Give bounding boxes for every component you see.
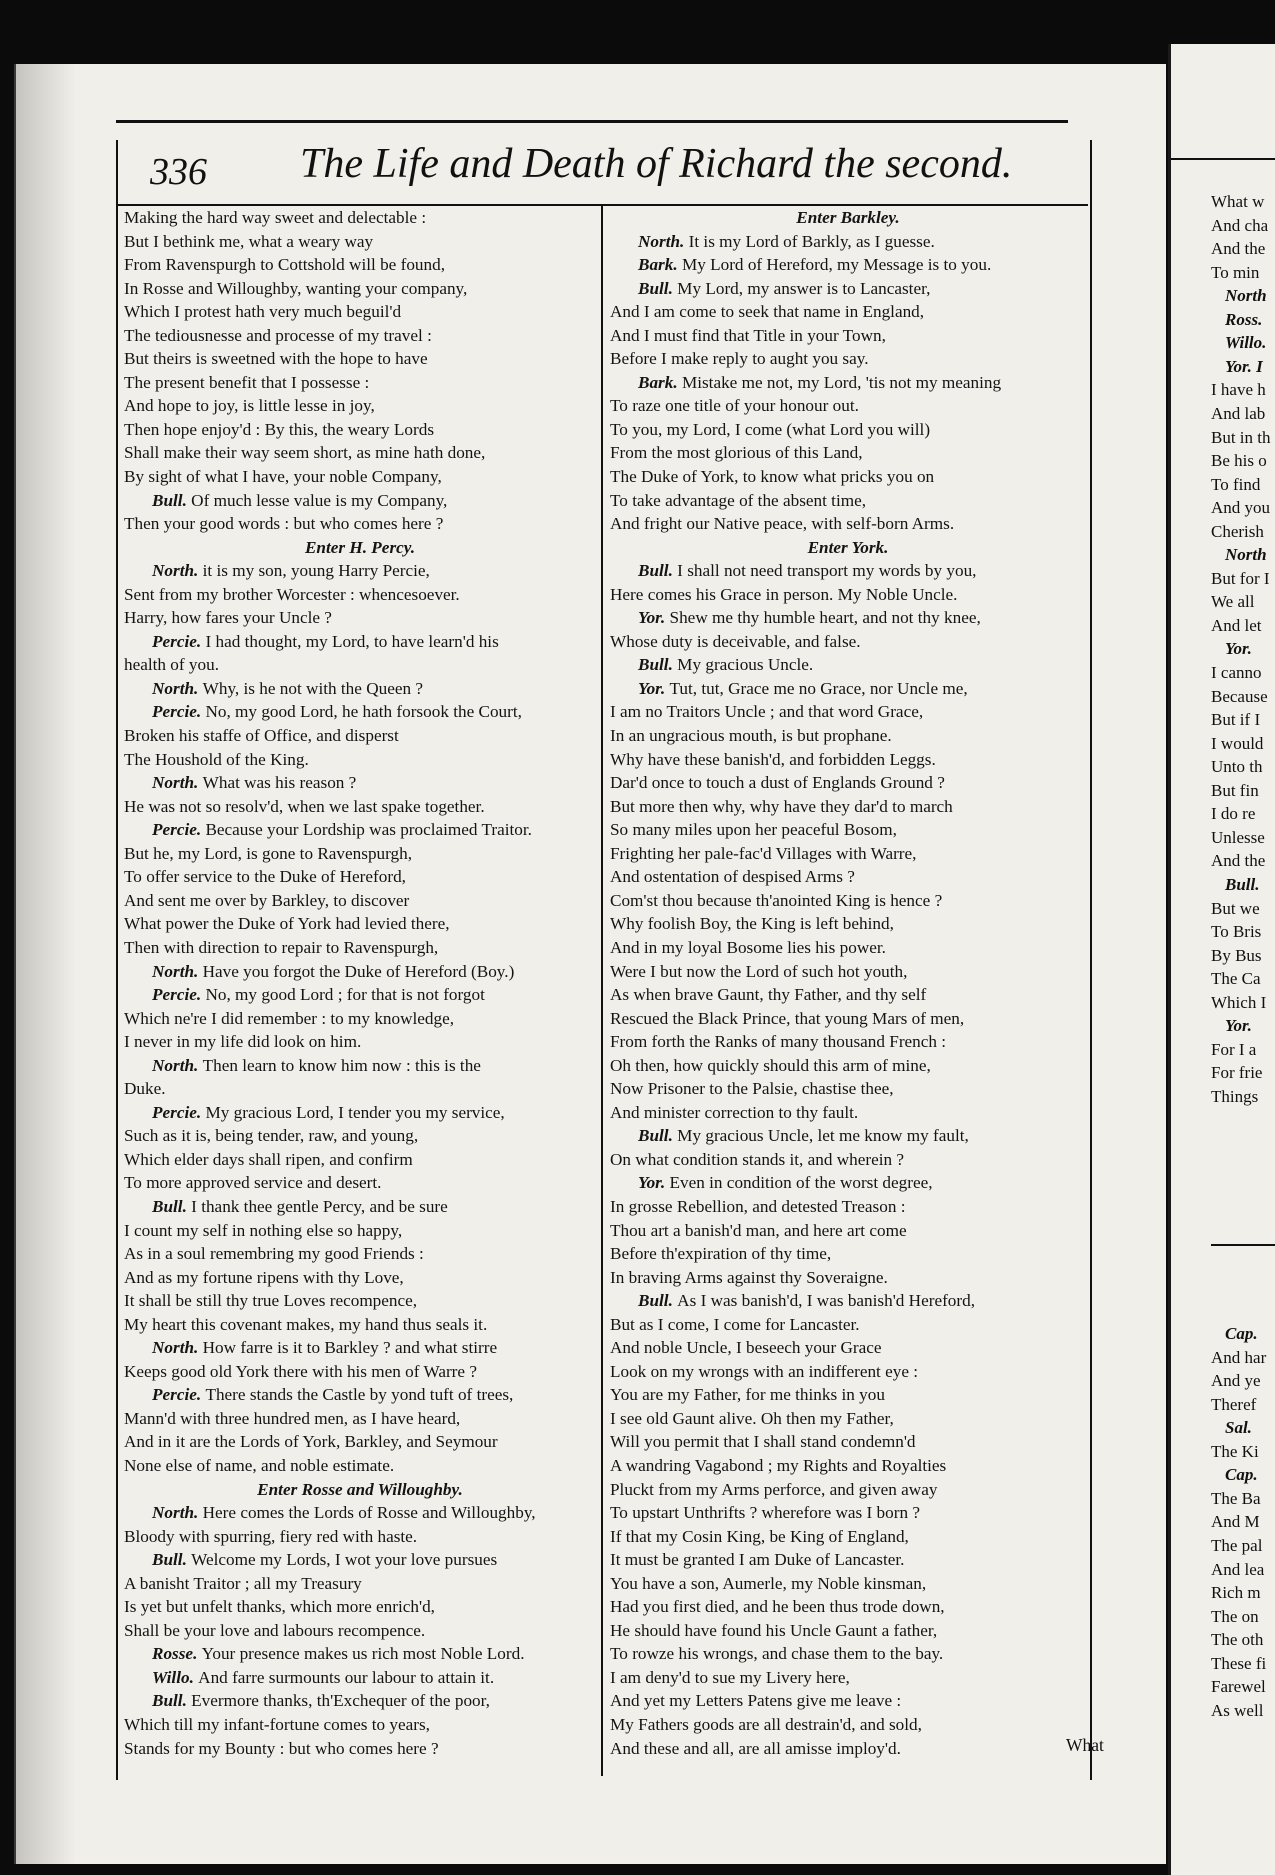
verse-text: No, my good Lord ; for that is not forgot [205,985,485,1005]
verse-line: And these and all, are all amisse imploy'd. [610,1738,901,1758]
next-page-fragment: But fin [1211,780,1259,800]
page-gutter-shadow [16,64,76,1864]
verse-line: Why foolish Boy, the King is left behind, [610,914,894,934]
verse-line: To you, my Lord, I come (what Lord you will) [610,419,931,439]
verse-line: The present benefit that I possesse : [124,372,370,392]
verse-line: Mann'd with three hundred men, as I have heard, [124,1408,461,1428]
speech-line [124,489,596,513]
next-page-fragment: And let [1211,615,1262,635]
speech-line [610,653,1086,677]
verse-line: Stands for my Bounty : but who comes here ? [124,1738,439,1758]
speech-line [124,700,596,724]
verse-line: What power the Duke of York had levied there, [124,914,450,934]
next-page-scene-rule [1211,1244,1275,1246]
speech-line [124,559,596,583]
left-column [124,206,596,1760]
verse-line: Frighting her pale-fac'd Villages with Warre, [610,843,917,863]
stage-direction: Enter Rosse and Willoughby. [257,1479,463,1499]
verse-line: Is yet but unfelt thanks, which more enrich'd, [124,1597,435,1617]
speaker-name: North. [152,773,203,793]
verse-line: I am deny'd to sue my Livery here, [610,1667,850,1687]
next-page-fragment: And har [1211,1347,1267,1367]
verse-text: And farre surmounts our labour to attain it. [198,1667,495,1687]
verse-line: Pluckt from my Arms perforce, and given away [610,1479,938,1499]
next-page-fragment: Ross. [1225,309,1263,329]
speaker-name: Percie. [152,820,206,840]
speaker-name: North. [152,1055,203,1075]
speaker-name: Bark. [638,255,682,275]
verse-line: Which ne're I did remember : to my knowledge, [124,1008,455,1028]
next-page-fragment: And lea [1211,1559,1265,1579]
next-page-fragment: And the [1211,239,1266,259]
verse-line: Dar'd once to touch a dust of Englands Ground ? [610,773,945,793]
verse-text: My Lord of Hereford, my Message is to you. [681,255,992,275]
next-page-fragment: I do re [1211,804,1256,824]
next-page-fragment: And M [1211,1512,1260,1532]
speaker-name: Percie. [152,985,206,1005]
speaker-name: Percie. [152,1385,206,1405]
column-divider [601,206,603,1776]
verse-line: And minister correction to thy fault. [610,1102,859,1122]
speaker-name: Bull. [152,1196,192,1216]
verse-line: In braving Arms against thy Soveraigne. [610,1267,888,1287]
speaker-name: Yor. [638,1173,670,1193]
verse-line: Look on my wrongs with an indifferent eye : [610,1361,919,1381]
verse-text: My Lord, my answer is to Lancaster, [677,278,931,298]
next-page-fragment: The pal [1211,1535,1263,1555]
next-page-fragment: Theref [1211,1394,1257,1414]
verse-line: You have a son, Aumerle, my Noble kinsman, [610,1573,927,1593]
next-page-fragment: And lab [1211,403,1266,423]
verse-text: Then learn to know him now : this is the [202,1055,481,1075]
verse-line: And noble Uncle, I beseech your Grace [610,1338,882,1358]
verse-line: I never in my life did look on him. [124,1032,362,1052]
verse-line: Such as it is, being tender, raw, and young, [124,1126,419,1146]
verse-line: To raze one title of your honour out. [610,396,859,416]
stage-direction: Enter York. [807,537,889,557]
verse-line: In grosse Rebellion, and detested Treason : [610,1196,906,1216]
verse-line: Broken his staffe of Office, and disperst [124,726,399,746]
speech-line [610,1124,1086,1148]
verse-line: I am no Traitors Uncle ; and that word Grace, [610,702,924,722]
speaker-name: Bull. [638,561,678,581]
verse-text: As I was banish'd, I was banish'd Hereford, [677,1291,976,1311]
next-page-fragment: The oth [1211,1630,1264,1650]
verse-text: How farre is it to Barkley ? and what stirre [202,1338,498,1358]
next-page-fragment: But if I [1211,710,1261,730]
next-page-fragment: I canno [1211,663,1262,682]
next-page-fragment: These fi [1211,1653,1267,1673]
verse-line: Oh then, how quickly should this arm of mine, [610,1055,931,1075]
verse-line: Which till my infant-fortune comes to years, [124,1715,430,1734]
verse-text: Even in condition of the worst degree, [669,1173,933,1193]
verse-line: Were I but now the Lord of such hot youth, [610,961,908,981]
verse-text: My gracious Uncle. [677,655,814,675]
next-page-fragment: Cherish [1211,521,1264,541]
speaker-name: Yor. [638,608,670,628]
next-page-header-rule [1171,158,1275,160]
verse-line: Rescued the Black Prince, that young Mars of men, [610,1008,965,1028]
verse-line: Making the hard way sweet and delectable : [124,208,427,227]
verse-line: And hope to joy, is little lesse in joy, [124,396,375,416]
speaker-name: Bull. [638,1291,678,1311]
next-page-fragment: And cha [1211,215,1269,235]
next-page-fragment: Cap. [1225,1324,1258,1343]
speaker-name: Bull. [152,490,192,510]
verse-line: To offer service to the Duke of Hereford, [124,867,406,887]
speaker-name: Willo. [152,1667,199,1687]
verse-line: The Duke of York, to know what pricks you on [610,467,935,487]
next-page-fragment: Cap. [1225,1465,1258,1485]
verse-line: And as my fortune ripens with thy Love, [124,1267,404,1287]
next-page-fragment: I would [1211,733,1264,753]
verse-line: Now Prisoner to the Palsie, chastise thee, [610,1079,894,1099]
verse-text: There stands the Castle by yond tuft of trees, [205,1385,514,1405]
next-page-fragment: Yor. [1225,639,1252,659]
verse-line: The tediousnesse and processe of my travel : [124,325,432,345]
next-page-fragment: The Ca [1211,969,1261,989]
verse-line: In Rosse and Willoughby, wanting your company, [124,278,468,298]
next-page-fragment: To find [1211,474,1261,494]
speech-line [124,1501,596,1525]
next-page-fragment: Yor. I [1225,356,1263,376]
catchword: What [1066,1735,1104,1755]
speech-line [124,1642,596,1666]
verse-line: And fright our Native peace, with self-born Arms. [610,514,955,534]
speech-line [124,1383,596,1407]
verse-line: And ostentation of despised Arms ? [610,867,855,887]
verse-text: Welcome my Lords, I wot your love pursues [191,1550,498,1570]
next-page-fragment: The Ki [1211,1441,1259,1461]
verse-line: It shall be still thy true Loves recompence, [124,1291,418,1311]
verse-line: From forth the Ranks of many thousand French : [610,1032,947,1052]
next-page-fragment: Unlesse [1211,827,1265,847]
stage-direction: Enter Barkley. [796,208,900,227]
page-title-text: The Life and Death of Richard the second. [300,141,1013,187]
verse-line: Sent from my brother Worcester : whencesoever. [124,584,460,604]
verse-line: If that my Cosin King, be King of England, [610,1526,909,1546]
verse-line: From the most glorious of this Land, [610,443,863,463]
verse-line: Before I make reply to aught you say. [610,349,869,369]
verse-line: From Ravenspurgh to Cottshold will be found, [124,255,445,275]
verse-text: I had thought, my Lord, to have learn'd his [205,631,499,651]
speaker-name: Bull. [638,278,678,298]
verse-text: Here comes the Lords of Rosse and Willoughby, [202,1503,536,1523]
speech-line [610,253,1086,277]
speaker-name: Percie. [152,631,206,651]
next-page-fragment: But in th [1211,427,1271,447]
next-page-fragment: Because [1211,686,1268,706]
stage-direction: Enter H. Percy. [304,537,416,557]
verse-line: A wandring Vagabond ; my Rights and Royalties [610,1455,947,1475]
verse-line: I see old Gaunt alive. Oh then my Father, [610,1408,894,1428]
speaker-name: North. [152,961,203,981]
speech-line [610,1171,1086,1195]
verse-line: Duke. [124,1079,166,1099]
verse-line: health of you. [124,655,219,675]
speech-line [610,1289,1086,1313]
verse-text: Of much lesse value is my Company, [191,490,448,510]
verse-line: Then hope enjoy'd : By this, the weary Lords [124,419,435,439]
speech-line [124,1054,596,1078]
next-page-fragment: And the [1211,851,1266,871]
verse-line: But more then why, why have they dar'd to march [610,796,953,816]
speech-line [124,630,596,654]
verse-text: Tut, tut, Grace me no Grace, nor Uncle me, [669,678,968,698]
verse-line: You are my Father, for me thinks in you [610,1385,885,1405]
page-number: 336 [150,151,207,193]
verse-text: My gracious Lord, I tender you my service, [205,1102,505,1122]
speaker-name: Percie. [152,702,206,722]
verse-text: Your presence makes us rich most Noble Lord. [201,1644,525,1664]
speech-line [124,960,596,984]
verse-line: He should have found his Uncle Gaunt a father, [610,1620,938,1640]
speaker-name: North. [152,678,203,698]
verse-line: Whose duty is deceivable, and false. [610,631,861,651]
verse-text: It is my Lord of Barkly, as I guesse. [688,231,935,251]
verse-line: And I am come to seek that name in England, [610,302,925,322]
speech-line [124,1548,596,1572]
next-page-fragment: For frie [1211,1063,1263,1083]
speech-line [610,559,1086,583]
next-page-fragment: The on [1211,1606,1259,1626]
verse-line: By sight of what I have, your noble Company, [124,467,442,487]
next-page-fragment: And you [1211,498,1271,518]
speech-line [610,371,1086,395]
verse-line: Keeps good old York there with his men of Warre ? [124,1361,477,1381]
verse-line: But as I come, I come for Lancaster. [610,1314,860,1334]
speaker-name: Yor. [638,678,670,698]
next-page-fragment: Yor. [1225,1016,1252,1036]
next-page-fragment: Farewel [1211,1677,1266,1697]
verse-line: My heart this covenant makes, my hand thus seals it. [124,1314,488,1334]
verse-text: I shall not need transport my words by you, [677,561,977,581]
right-column [610,206,1086,1760]
verse-text: I thank thee gentle Percy, and be sure [191,1196,448,1216]
verse-text: Because your Lordship was proclaimed Traitor. [205,820,532,840]
speaker-name: Bull. [638,655,678,675]
verse-text: My gracious Uncle, let me know my fault, [677,1126,969,1146]
verse-line: But theirs is sweetned with the hope to have [124,349,428,369]
verse-line: Shall be your love and labours recompence. [124,1620,426,1640]
speech-line [124,818,596,842]
next-page-fragment: To Bris [1211,922,1262,942]
verse-line: On what condition stands it, and wherein ? [610,1149,905,1169]
verse-line: And sent me over by Barkley, to discover [124,890,410,910]
verse-line: Before th'expiration of thy time, [610,1244,832,1264]
next-page-fragment: Unto th [1211,757,1263,777]
verse-line: So many miles upon her peaceful Bosom, [610,820,897,840]
verse-line: Harry, how fares your Uncle ? [124,608,332,628]
verse-line: Then your good words : but who comes here ? [124,514,444,534]
verse-line: I count my self in nothing else so happy, [124,1220,403,1240]
next-page-fragment: As well [1211,1700,1264,1720]
speaker-name: North. [152,1338,203,1358]
verse-text: Mistake me not, my Lord, 'tis not my meaning [681,372,1002,392]
verse-line: My Fathers goods are all destrain'd, and sold, [610,1715,922,1734]
next-page-fragment: Things [1211,1086,1259,1106]
verse-line: And yet my Letters Patens give me leave : [610,1691,902,1711]
next-page-fragment: Sal. [1225,1418,1252,1438]
next-page-fragment: Rich m [1211,1583,1261,1603]
verse-line: But I bethink me, what a weary way [124,231,374,251]
verse-line: As in a soul remembring my good Friends : [124,1244,424,1264]
header-rule [116,120,1068,123]
verse-line: And in my loyal Bosome lies his power. [610,937,886,957]
next-page-fragment: For I a [1211,1039,1257,1059]
speech-line [610,277,1086,301]
verse-line: Why have these banish'd, and forbidden Leggs. [610,749,936,769]
verse-text: What was his reason ? [202,773,357,793]
verse-line: A banisht Traitor ; all my Treasury [124,1573,362,1593]
verse-line: And I must find that Title in your Town, [610,325,886,345]
next-page-edge [1168,44,1275,1875]
verse-line: Bloody with spurring, fiery red with haste. [124,1526,418,1546]
speaker-name: Bark. [638,372,682,392]
verse-text: Evermore thanks, th'Exchequer of the poor, [191,1691,490,1711]
next-page-fragment: But we [1211,898,1260,918]
speaker-name: Percie. [152,1102,206,1122]
speaker-name: North. [152,561,203,581]
speaker-name: North. [638,231,689,251]
speech-line [124,1666,596,1690]
next-page-fragment: What w [1211,192,1265,211]
verse-line: None else of name, and noble estimate. [124,1455,395,1475]
speaker-name: Bull. [152,1691,192,1711]
verse-line: Had you first died, and he been thus trode down, [610,1597,945,1617]
speech-line [124,677,596,701]
next-page-fragment: I have h [1211,380,1266,400]
speech-line [124,983,596,1007]
verse-line: In an ungracious mouth, is but prophane. [610,726,892,746]
speaker-name: Rosse. [152,1644,202,1664]
verse-line: It must be granted I am Duke of Lancaster. [610,1550,905,1570]
verse-line: To upstart Unthrifts ? wherefore was I born ? [610,1503,920,1523]
verse-line: Which elder days shall ripen, and confirm [124,1149,413,1169]
verse-text: it is my son, young Harry Percie, [202,561,430,581]
next-page-fragment: The Ba [1211,1488,1261,1508]
verse-line: To more approved service and desert. [124,1173,382,1193]
verse-line: To rowze his wrongs, and chase them to the bay. [610,1644,944,1664]
next-page-fragment: By Bus [1211,945,1262,965]
verse-line: Will you permit that I shall stand condemn'd [610,1432,916,1452]
next-page-fragment: Willo. [1225,333,1267,353]
speech-line [124,771,596,795]
verse-text: Why, is he not with the Queen ? [202,678,423,698]
speaker-name: Bull. [152,1550,192,1570]
page-title [300,140,1012,188]
speaker-name: Bull. [638,1126,678,1146]
verse-line: To take advantage of the absent time, [610,490,867,510]
speech-line [610,677,1086,701]
next-page-fragment: Bull. [1225,874,1260,894]
verse-line: The Houshold of the King. [124,749,309,769]
verse-line: And in it are the Lords of York, Barkley, and Seymour [124,1432,498,1452]
verse-text: Have you forgot the Duke of Hereford (Boy.) [202,961,515,981]
verse-line: Com'st thou because th'anointed King is hence ? [610,890,943,910]
speech-line [124,1101,596,1125]
verse-text: No, my good Lord, he hath forsook the Court, [205,702,522,722]
next-page-fragment: North [1225,545,1267,565]
speech-line [610,606,1086,630]
verse-line: Here comes his Grace in person. My Noble Uncle. [610,584,958,604]
next-page-fragment: And ye [1211,1371,1261,1391]
next-page-fragment: Be his o [1211,451,1267,471]
speech-line [610,230,1086,254]
next-page-fragment: To min [1211,262,1260,282]
verse-line: Shall make their way seem short, as mine hath done, [124,443,486,463]
speech-line [124,1336,596,1360]
verse-text: Shew me thy humble heart, and not thy knee, [669,608,981,628]
speech-line [124,1195,596,1219]
speech-line [124,1689,596,1713]
next-page-fragment: We all [1211,592,1255,612]
verse-line: He was not so resolv'd, when we last spake together. [124,796,485,816]
next-page-fragment: North [1225,286,1267,306]
verse-line: As when brave Gaunt, thy Father, and thy self [610,985,927,1005]
verse-line: Which I protest hath very much beguil'd [124,302,402,322]
verse-line: Thou art a banish'd man, and here art come [610,1220,907,1240]
verse-line: But he, my Lord, is gone to Ravenspurgh, [124,843,413,863]
speaker-name: North. [152,1503,203,1523]
next-page-fragment: But for I [1211,568,1270,588]
next-page-fragment: Which I [1211,992,1267,1012]
verse-line: Then with direction to repair to Ravenspurgh, [124,937,439,957]
